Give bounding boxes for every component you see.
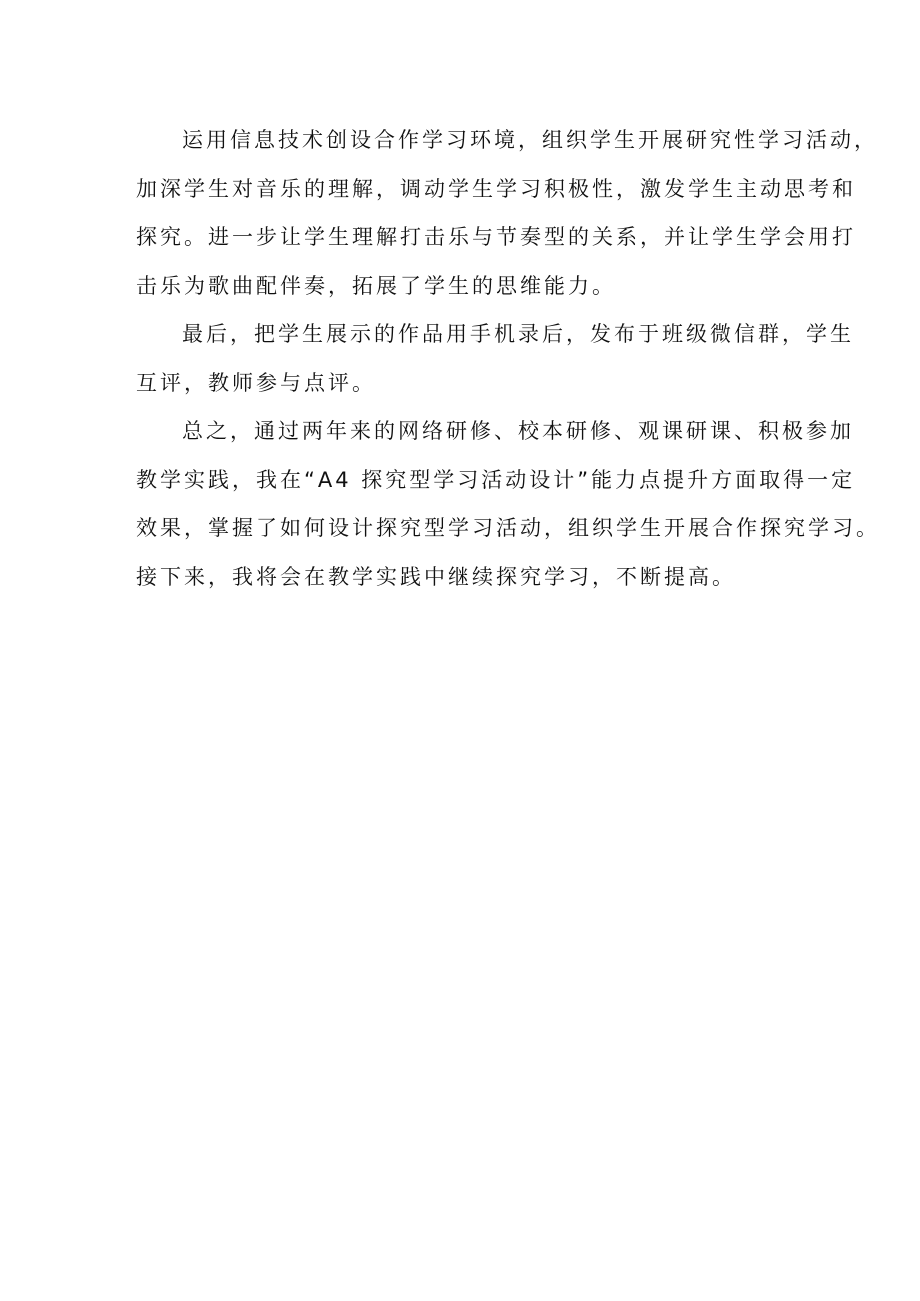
- paragraph-2-line-1: 最后，把学生展示的作品用手机录后，发布于班级微信群，学生: [182, 322, 854, 346]
- paragraph-1: [136, 116, 878, 310]
- paragraph-3-line-1: 总之，通过两年来的网络研修、校本研修、观课研课、积极参加: [182, 419, 854, 443]
- paragraph-2: [136, 310, 854, 407]
- paragraph-3-line-4: 接下来，我将会在教学实践中继续探究学习，不断提高。: [136, 564, 736, 589]
- paragraph-2-line-2: 互评，教师参与点评。: [136, 370, 376, 395]
- paragraph-1-line-4: 击乐为歌曲配伴奏，拓展了学生的思维能力。: [136, 273, 616, 298]
- document-body: [136, 116, 880, 601]
- paragraph-3-line-2: 教学实践，我在“A4 探究型学习活动设计”能力点提升方面取得一定: [136, 467, 856, 492]
- paragraph-3: [136, 407, 880, 601]
- paragraph-1-line-1: 运用信息技术创设合作学习环境，组织学生开展研究性学习活动，: [182, 128, 878, 152]
- paragraph-3-line-3: 效果，掌握了如何设计探究型学习活动，组织学生开展合作探究学习。: [136, 516, 880, 540]
- paragraph-1-line-2: 加深学生对音乐的理解，调动学生学习积极性，激发学生主动思考和: [136, 176, 856, 201]
- paragraph-1-line-3: 探究。进一步让学生理解打击乐与节奏型的关系，并让学生学会用打: [136, 225, 856, 249]
